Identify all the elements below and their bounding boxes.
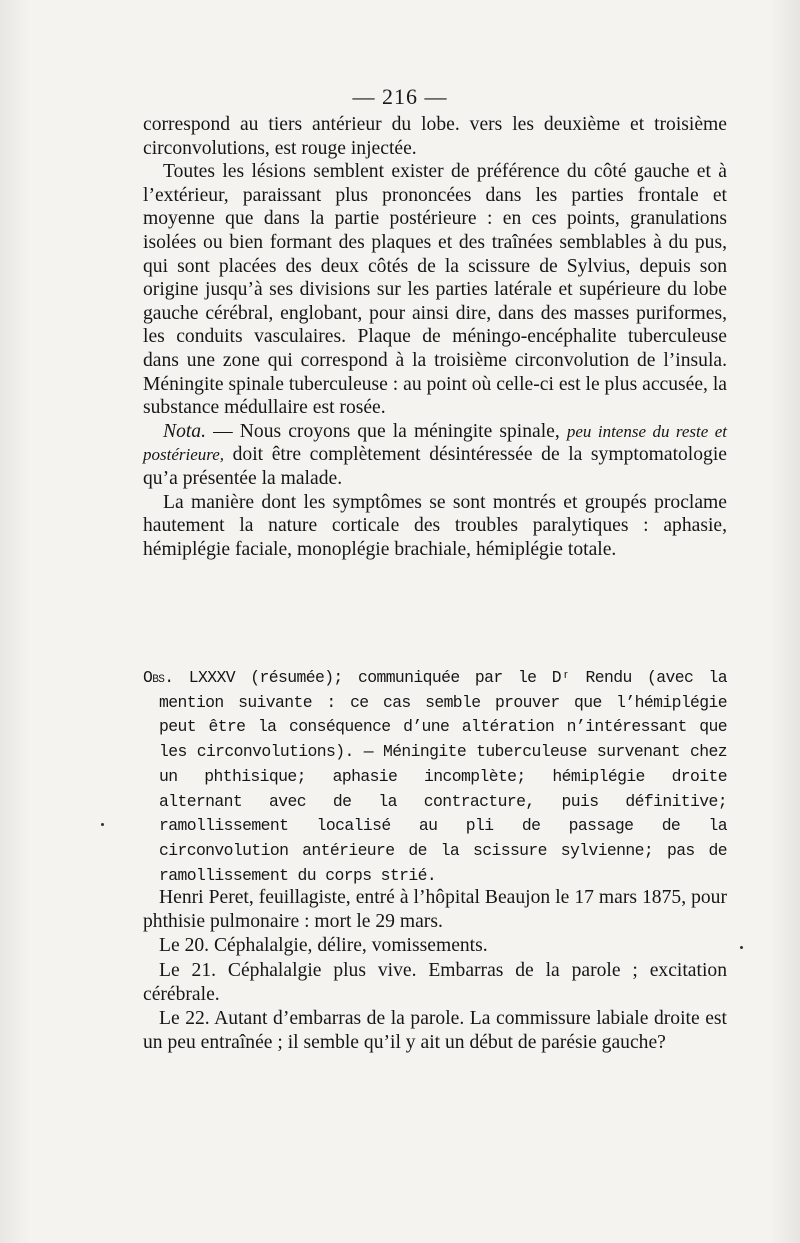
nota-text-end: doit être complètement désintéressée de la symptomatologie qu’a présentée la malade. [143, 444, 727, 489]
observation-paragraph [143, 666, 727, 888]
paragraph-lesions: Toutes les lésions semblent exister de préférence du côté gauche et à l’extérieur, paraissant plus prononcées dans les parties frontale et moyenne que dans la partie postérieure : en ces points, granulations isolées ou bien formant des plaques et des traînées semblables à du pus, qui sont placées des deux côtés de la scissure de Sylvius, depuis son origine jusqu’à ses divisions sur les parties latérale et supérieure du lobe gauche cérébral, englobant, pour ainsi dire, dans des masses puriformes, les conduits vasculaires. Plaque de méningo-encéphalite tuberculeuse dans une zone qui correspond à la troisième circonvolution de l’insula. Méningite spinale tuberculeuse : au point où celle-ci est le plus accusée, la substance médullaire est rosée. [143, 161, 727, 419]
paragraph-symptoms: La manière dont les symptômes se sont montrés et groupés proclame hautement la nature corticale des troubles paralytiques : aphasie, hémiplégie faciale, monoplégie brachiale, hémiplégie totale. [143, 491, 727, 560]
observation-text: (résumée); communiquée par le Dʳ Rendu (avec la mention suivante : ce cas semble prouver que l’hémiplégie peut être la conséquence d’une altération n’intéressant que les circonvolutions). — Méningite tuberculeuse survenant chez un phthisique; aphasie incomplète; hémiplégie droite alternant avec de la contracture, puis définitive; ramollissement localisé au pli de passage de la circonvolution antérieure de la scissure sylvienne; pas de ramollissement du corps strié. [159, 668, 728, 885]
main-text-block [143, 113, 727, 561]
case-history [143, 886, 727, 1055]
case-day-21: Le 21. Céphalalgie plus vive. Embarras de la parole ; excitation cérébrale. [143, 959, 727, 1005]
case-admission: Henri Peret, feuillagiste, entré à l’hôpital Beaujon le 17 mars 1875, pour phthisie pulmonaire : mort le 29 mars. [143, 887, 727, 933]
nota-text-start: — Nous croyons que la méningite spinale, [206, 420, 567, 442]
nota-label: Nota. [163, 420, 207, 442]
page-number: — 216 — [352, 84, 448, 109]
case-day-22: Le 22. Autant d’embarras de la parole. La commissure labiale droite est un peu entraînée ; il semble qu’il y ait un début de parésie gauche? [143, 1008, 727, 1054]
nota-italic-phrase: peu intense du reste et postérieure, [143, 421, 727, 465]
paragraph-nota [143, 420, 727, 491]
case-day-20: Le 20. Céphalalgie, délire, vomissements. [159, 935, 488, 957]
observation-summary [143, 666, 727, 888]
observation-label: Obs. LXXXV [143, 668, 235, 687]
paragraph-lobe-continuation: correspond au tiers antérieur du lobe. vers les deuxième et troisième circonvolutions, est rouge injectée. [143, 114, 727, 159]
ink-speck [101, 823, 104, 826]
ink-speck [740, 946, 743, 949]
